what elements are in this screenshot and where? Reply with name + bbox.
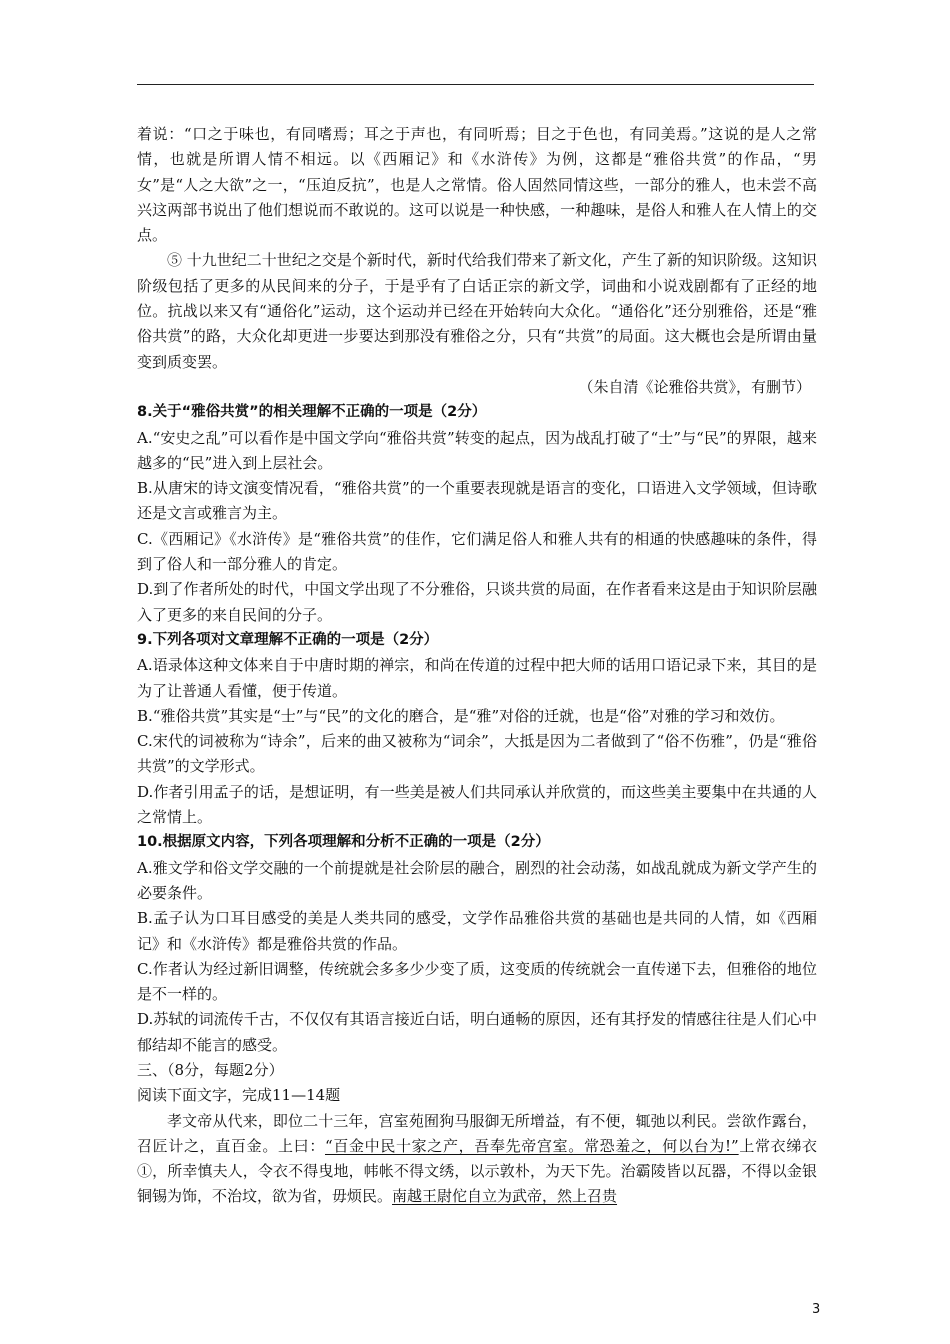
underlined-sentence-2: 南越王尉佗自立为武帝，然上召贵 xyxy=(392,1187,618,1206)
classical-text-paragraph xyxy=(137,1109,817,1210)
question-10-option-a: A.雅文学和俗文学交融的一个前提就是社会阶层的融合，剧烈的社会动荡，如战乱就成为新文学产生的必要条件。 xyxy=(137,858,817,902)
section-3-heading: 三、（8分，每题2分） xyxy=(137,1060,284,1079)
question-9-option-b: B.“雅俗共赏”其实是“士”与“民”的文化的磨合，是“雅”对俗的迁就，也是“俗”对雅的学习和效仿。 xyxy=(137,706,785,725)
question-10-option-b: B.孟子认为口耳目感受的美是人类共同的感受，文学作品雅俗共赏的基础也是共同的人情，如《西厢记》和《水浒传》都是雅俗共赏的作品。 xyxy=(137,909,817,953)
question-8-stem: 8.关于“雅俗共赏”的相关理解不正确的一项是（2分） xyxy=(137,404,487,421)
question-9-stem: 9.下列各项对文章理解不正确的一项是（2分） xyxy=(137,631,439,648)
header-rule xyxy=(137,84,814,85)
classical-text-part-b: 上常衣绨衣①，所幸慎夫人，令衣不得曳地，帏帐不得文绣，以示敦朴，为天下先。治霸陵皆以瓦器，不得以金银铜锡为饰，不治坟，欲为省，毋烦民。 xyxy=(137,1136,817,1206)
question-9-option-a: A.语录体这种文体来自于中唐时期的禅宗，和尚在传道的过程中把大师的话用口语记录下来，其目的是为了让普通人看懂，便于传道。 xyxy=(137,656,817,700)
question-10-option-c: C.作者认为经过新旧调整，传统就会多多少少变了质，这变质的传统就会一直传递下去，但雅俗的地位是不一样的。 xyxy=(137,959,817,1004)
question-8-option-c: C.《西厢记》《水浒传》是“雅俗共赏”的佳作，它们满足俗人和雅人共有的相通的快感趣味的条件，得到了俗人和一部分雅人的肯定。 xyxy=(137,529,817,574)
question-8-option-b: B.从唐宋的诗文演变情况看，“雅俗共赏”的一个重要表现就是语言的变化，口语进入文学领域，但诗歌还是文言或雅言为主。 xyxy=(137,479,817,523)
classical-text-part-a: 孝文帝从代来，即位二十三年，宫室苑囿狗马服御无所增益，有不便，辄弛以利民。尝欲作露台，召匠计之，直百金。上曰： xyxy=(137,1111,817,1155)
passage-paragraph-5: ⑤ 十九世纪二十世纪之交是个新时代，新时代给我们带来了新文化，产生了新的知识阶级。这知识阶级包括了更多的从民间来的分子，于是乎有了白话正宗的新文学，词曲和小说戏剧都有了正经的地位。抗战以来又有“通俗化”运动，这个运动并已经在开始转向大众化。“通俗化”还分别雅俗，还是“雅俗共赏”的路，大众化却更进一步要达到那没有雅俗之分，只有“共赏”的局面。这大概也会是所谓由量变到质变罢。 xyxy=(137,251,817,371)
passage-paragraph-4: 着说：“口之于味也，有同嗜焉；耳之于声也，有同听焉；目之于色也，有同美焉。”这说的是人之常情，也就是所谓人情不相远。以《西厢记》和《水浒传》为例，这都是“雅俗共赏”的作品，“男女”是“人之大欲”之一，“压迫反抗”，也是人之常情。俗人固然同情这些，一部分的雅人，也未尝不高兴这两部书说出了他们想说而不敢说的。这可以说是一种快感，一种趣味，是俗人和雅人在人情上的交点。 xyxy=(137,125,817,245)
question-8-option-d: D.到了作者所处的时代，中国文学出现了不分雅俗，只谈共赏的局面，在作者看来这是由于知识阶层融入了更多的来自民间的分子。 xyxy=(137,580,817,624)
question-9-option-d: D.作者引用孟子的话，是想证明，有一些美是被人们共同承认并欣赏的，而这些美主要集中在共通的人之常情上。 xyxy=(137,782,817,827)
question-9-option-c: C.宋代的词被称为“诗余”，后来的曲又被称为“词余”，大抵是因为二者做到了“俗不伤雅”，仍是“雅俗共赏”的文学形式。 xyxy=(137,732,817,776)
underlined-sentence-1: “百金中民十家之产，吾奉先帝宫室。常恐羞之，何以台为!” xyxy=(324,1136,739,1155)
question-10-option-d: D.苏轼的词流传千古，不仅仅有其语言接近白话，明白通畅的原因，还有其抒发的情感往往是人们心中郁结却不能言的感受。 xyxy=(137,1010,817,1054)
passage-source: （朱自清《论雅俗共赏》，有删节） xyxy=(578,377,811,396)
question-10-stem: 10.根据原文内容，下列各项理解和分析不正确的一项是（2分） xyxy=(137,834,550,851)
question-8-option-a: A.“安史之乱”可以看作是中国文学向“雅俗共赏”转变的起点，因为战乱打破了“士”与“民”的界限，越来越多的“民”进入到上层社会。 xyxy=(137,428,817,472)
document-body xyxy=(137,122,817,1210)
section-3-instruction: 阅读下面文字，完成11—14题 xyxy=(137,1086,341,1105)
page-number: 3 xyxy=(812,1302,821,1317)
